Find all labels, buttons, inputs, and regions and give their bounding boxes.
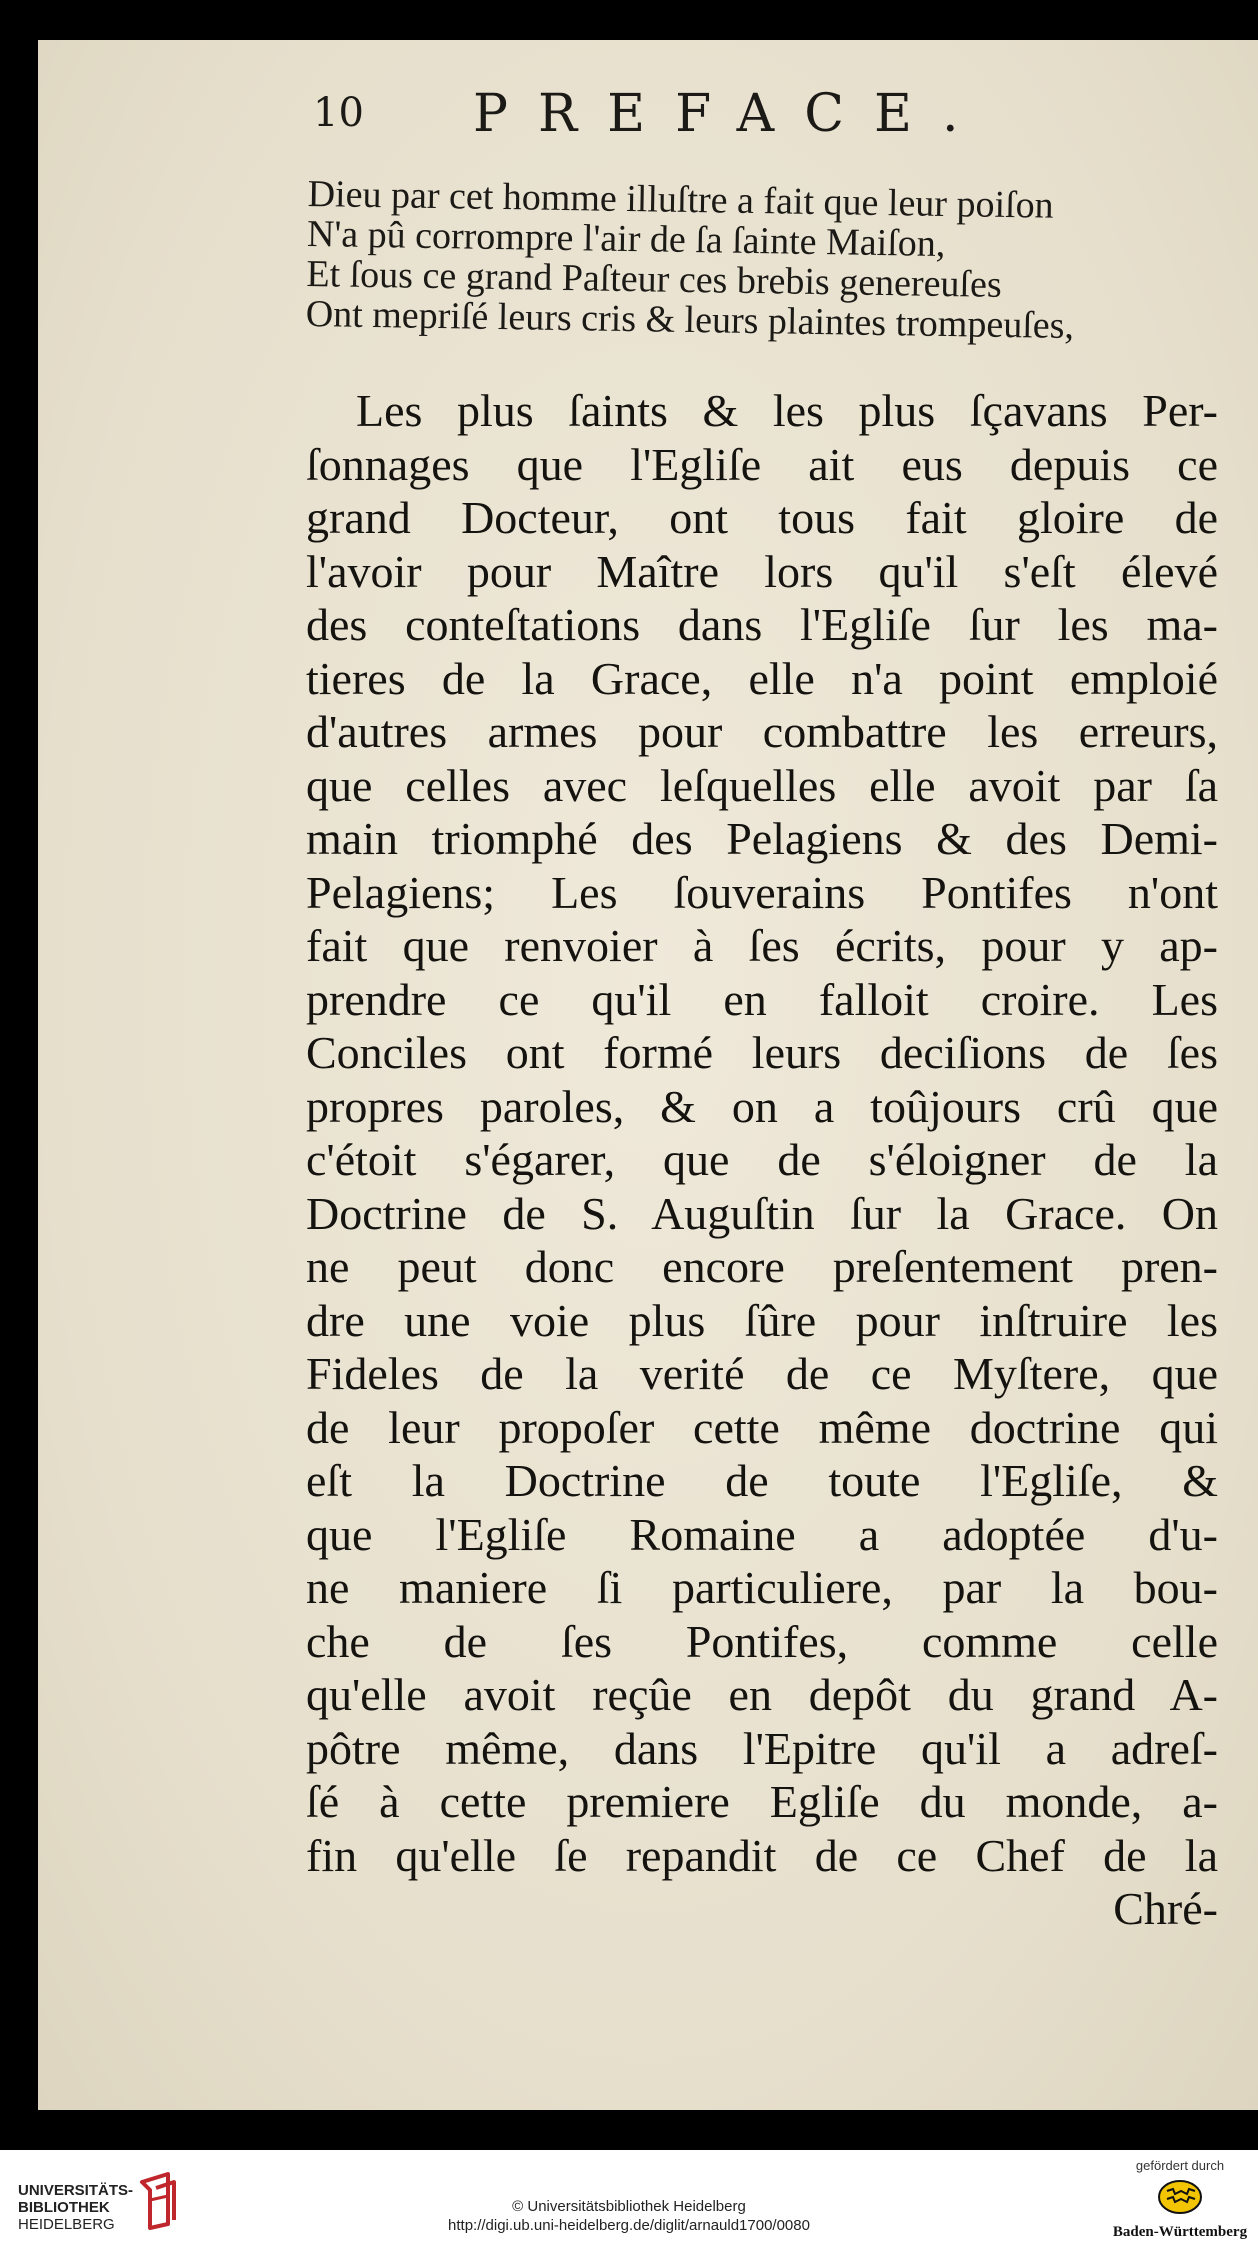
verse-line: Et ſous ce grand Paſteur ces brebis genereuſes xyxy=(306,252,1003,306)
prose-line: fait que renvoier à ſes écrits, pour y ap- xyxy=(306,920,1218,971)
library-name-line: UNIVERSITÄTS- xyxy=(18,2182,134,2199)
prose-line: propres paroles, & on a toûjours crû que xyxy=(306,1080,1218,1132)
prose-line: prendre ce qu'il en falloit croire. Les xyxy=(306,973,1218,1025)
prose-line: ſé à cette premiere Egliſe du monde, a- xyxy=(306,1776,1218,1827)
prose-line: pôtre même, dans l'Epitre qu'il a adreſ- xyxy=(306,1722,1218,1774)
prose-line: que l'Egliſe Romaine a adoptée d'u- xyxy=(306,1508,1218,1560)
prose-line: dre une voie plus ſûre pour inſtruire les xyxy=(306,1294,1218,1346)
prose-line: des conteſtations dans l'Egliſe ſur les ma- xyxy=(306,599,1218,650)
state-seal-icon xyxy=(1157,2179,1203,2215)
library-name-line: HEIDELBERG xyxy=(18,2216,115,2233)
prose-line: tieres de la Grace, elle n'a point emploié xyxy=(306,652,1218,704)
sponsor-label: gefördert durch xyxy=(1135,2158,1225,2173)
prose-line: Pelagiens; Les ſouverains Pontifes n'ont xyxy=(306,866,1218,918)
verse-block xyxy=(305,174,1207,348)
prose-line: Les plus ſaints & les plus ſçavans Per- xyxy=(356,385,1218,436)
prose-line: che de ſes Pontifes, comme celle xyxy=(306,1615,1218,1667)
running-head: PREFACE. xyxy=(473,84,989,144)
prose-line: de leur propoſer cette même doctrine qui xyxy=(306,1401,1218,1453)
verse-line: Dieu par cet homme illuſtre a fait que leur poiſon xyxy=(307,173,1054,227)
prose-paragraph xyxy=(306,384,1218,1936)
prose-line: ſonnages que l'Egliſe ait eus depuis ce xyxy=(306,438,1218,490)
page-number: 10 xyxy=(313,90,364,136)
prose-line: grand Docteur, ont tous fait gloire de xyxy=(306,492,1218,543)
prose-line: ne peut donc encore preſentement pren- xyxy=(306,1241,1218,1292)
permalink[interactable]: http://digi.ub.uni-heidelberg.de/diglit/arnauld1700/0080 xyxy=(448,2217,810,2234)
prose-line: Conciles ont formé leurs deciſions de ſes xyxy=(306,1027,1218,1078)
prose-line: ne maniere ſi particuliere, par la bou- xyxy=(306,1562,1218,1613)
page-header xyxy=(313,78,1033,148)
verse-line: N'a pû corrompre l'air de ſa ſainte Maiſon, xyxy=(306,212,946,266)
prose-line: c'étoit s'égarer, que de s'éloigner de la xyxy=(306,1134,1218,1185)
catchword: Chré- xyxy=(1113,1883,1218,1934)
prose-line: main triomphé des Pelagiens & des Demi- xyxy=(306,813,1218,864)
viewer-footer xyxy=(0,2150,1258,2242)
prose-line: que celles avec leſquelles elle avoit par ſa xyxy=(306,759,1218,811)
sponsor-name: Baden-Württemberg xyxy=(1112,2224,1248,2240)
sponsor-block[interactable] xyxy=(1110,2158,1250,2238)
book-page xyxy=(38,40,1258,2110)
prose-line: fin qu'elle ſe repandit de ce Chef de la xyxy=(306,1829,1218,1881)
prose-line: Fideles de la verité de ce Myſtere, que xyxy=(306,1348,1218,1399)
prose-line: Doctrine de S. Auguſtin ſur la Grace. On xyxy=(306,1187,1218,1239)
prose-line: qu'elle avoit reçûe en depôt du grand A- xyxy=(306,1669,1218,1720)
prose-line: d'autres armes pour combattre les erreurs, xyxy=(306,706,1218,757)
prose-line: l'avoir pour Maître lors qu'il s'eſt élevé xyxy=(306,545,1218,597)
copyright-text: © Universitätsbibliothek Heidelberg xyxy=(512,2198,746,2215)
prose-line: eſt la Doctrine de toute l'Egliſe, & xyxy=(306,1455,1218,1506)
library-name-line: BIBLIOTHEK xyxy=(18,2199,110,2216)
verse-line: Ont mepriſé leurs cris & leurs plaintes trompeuſes, xyxy=(305,292,1075,348)
